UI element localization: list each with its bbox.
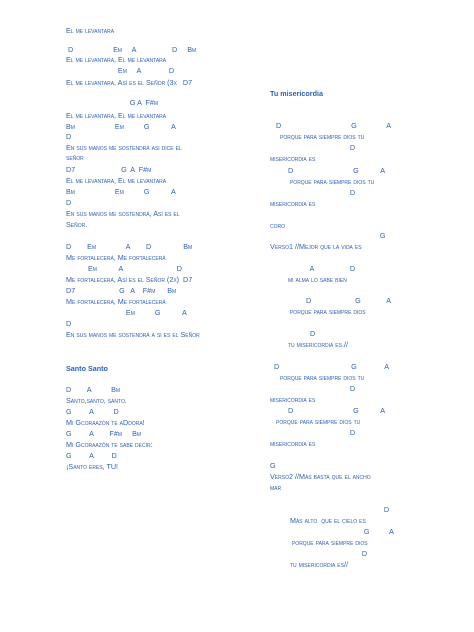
lyric-line: El me levantara, El me levantara [66,55,167,64]
section-title: Tu misericordia [270,89,323,98]
lyric-line: misericordia es [270,199,316,208]
lyric-line: Verso2 //Màs basta que el ancho [270,472,371,481]
lyric-line: señor [66,153,84,162]
section-label: coro [270,221,285,230]
lyric-line: mar [270,483,282,492]
lyric-line: porque para siempre dios [270,307,366,316]
lyric-line: mi alma lo sabe bien [270,275,347,284]
lyric-line: Màs alto que el cielo es [270,516,366,525]
chord-line: D [270,505,390,514]
chord-line: G A [270,527,394,536]
lyric-line: Me fortalecerá, Me fortalecerá [66,253,166,262]
chord-line: D [270,143,356,152]
lyric-line: misericordia es [270,439,316,448]
chord-line: G [270,231,386,240]
chord-line: Bm Em G A [66,122,176,131]
lyric-line: El me levantara, El me levantara [66,111,167,120]
chord-line: D7 G A F#m [66,165,152,174]
chord-line: D [66,132,72,141]
chord-line: G A F#m [66,98,159,107]
chord-line: D [270,188,356,197]
lyric-line: porque para siempre dios tu [270,417,361,426]
chord-line: Em A D [66,66,175,75]
chord-line: D Em A D Bm [66,242,193,251]
chord-line: D A Bm [66,385,121,394]
chord-line: D [66,319,72,328]
lyric-line: El me levantara, El me levantara [66,176,167,185]
lyric-line: Verso1 //Mejor que la vida es [270,242,362,251]
lyric-line: En sus manos me sostendrá a si es el Señor [66,330,200,339]
chord-line: D G A [270,362,390,371]
chord-line: G A F#m Bm [66,429,142,438]
lyric-line: misericordia es [270,395,316,404]
chord-line: A D [270,264,356,273]
lyric-line: Señor. [66,220,88,229]
lyric-line: porque para siempre dios tu [270,177,375,186]
lyric-line: Mi Gcoraazón te sabe decir: [66,440,153,449]
chord-line: D G A [270,166,386,175]
lyric-line: En sus manos me sostendrá, Así es el [66,209,180,218]
chord-line: Em A D [66,264,182,273]
lyric-line: tu misericordia es// [270,560,348,569]
chord-line: D [270,549,368,558]
lyric-line: Me fortalecerá, Así es el Señor (2x) D7 [66,275,193,284]
chord-line: D [270,428,356,437]
lyric-line: Mi Gcoraazón te aDdora! [66,418,145,427]
chord-line: D7 G A F#m Bm [66,286,177,295]
chord-line: Em G A [66,308,187,317]
chord-line: D G A [270,296,392,305]
lyric-line: porque para siempre dios [270,538,368,547]
chord-line: D [66,198,72,207]
lyric-line: tu misericordia es.// [270,340,348,349]
lyric-line: porque para siempre dios tu [270,132,365,141]
lyric-line: porque para siempre dios tu [270,373,365,382]
section-title: Santo Santo [66,364,108,373]
chord-line: D G A [270,121,392,130]
song-title: El me levantara [66,26,115,35]
chord-line: G A D [66,407,119,416]
right-column [260,0,474,632]
chord-line: D Em A D Bm [66,45,197,54]
lyric-line: El me levantara, Así es el Señor (3x D7 [66,78,193,87]
lyric-line: Santo,santo, santo. [66,396,127,405]
chord-line: D [270,384,356,393]
chord-line: G [270,461,276,470]
lyric-line: Me fortalecerá, Me fortalecerá [66,297,166,306]
chord-line: D [270,329,316,338]
lyric-line: ¡Santo eres, TU! [66,462,119,471]
chord-line: D G A [270,406,386,415]
chord-line: Bm Em G A [66,187,176,196]
chord-line: G A D [66,451,117,460]
lyric-line: En sus manos me sostendrá asi dice el [66,143,182,152]
lyric-line: misericordia es [270,154,316,163]
